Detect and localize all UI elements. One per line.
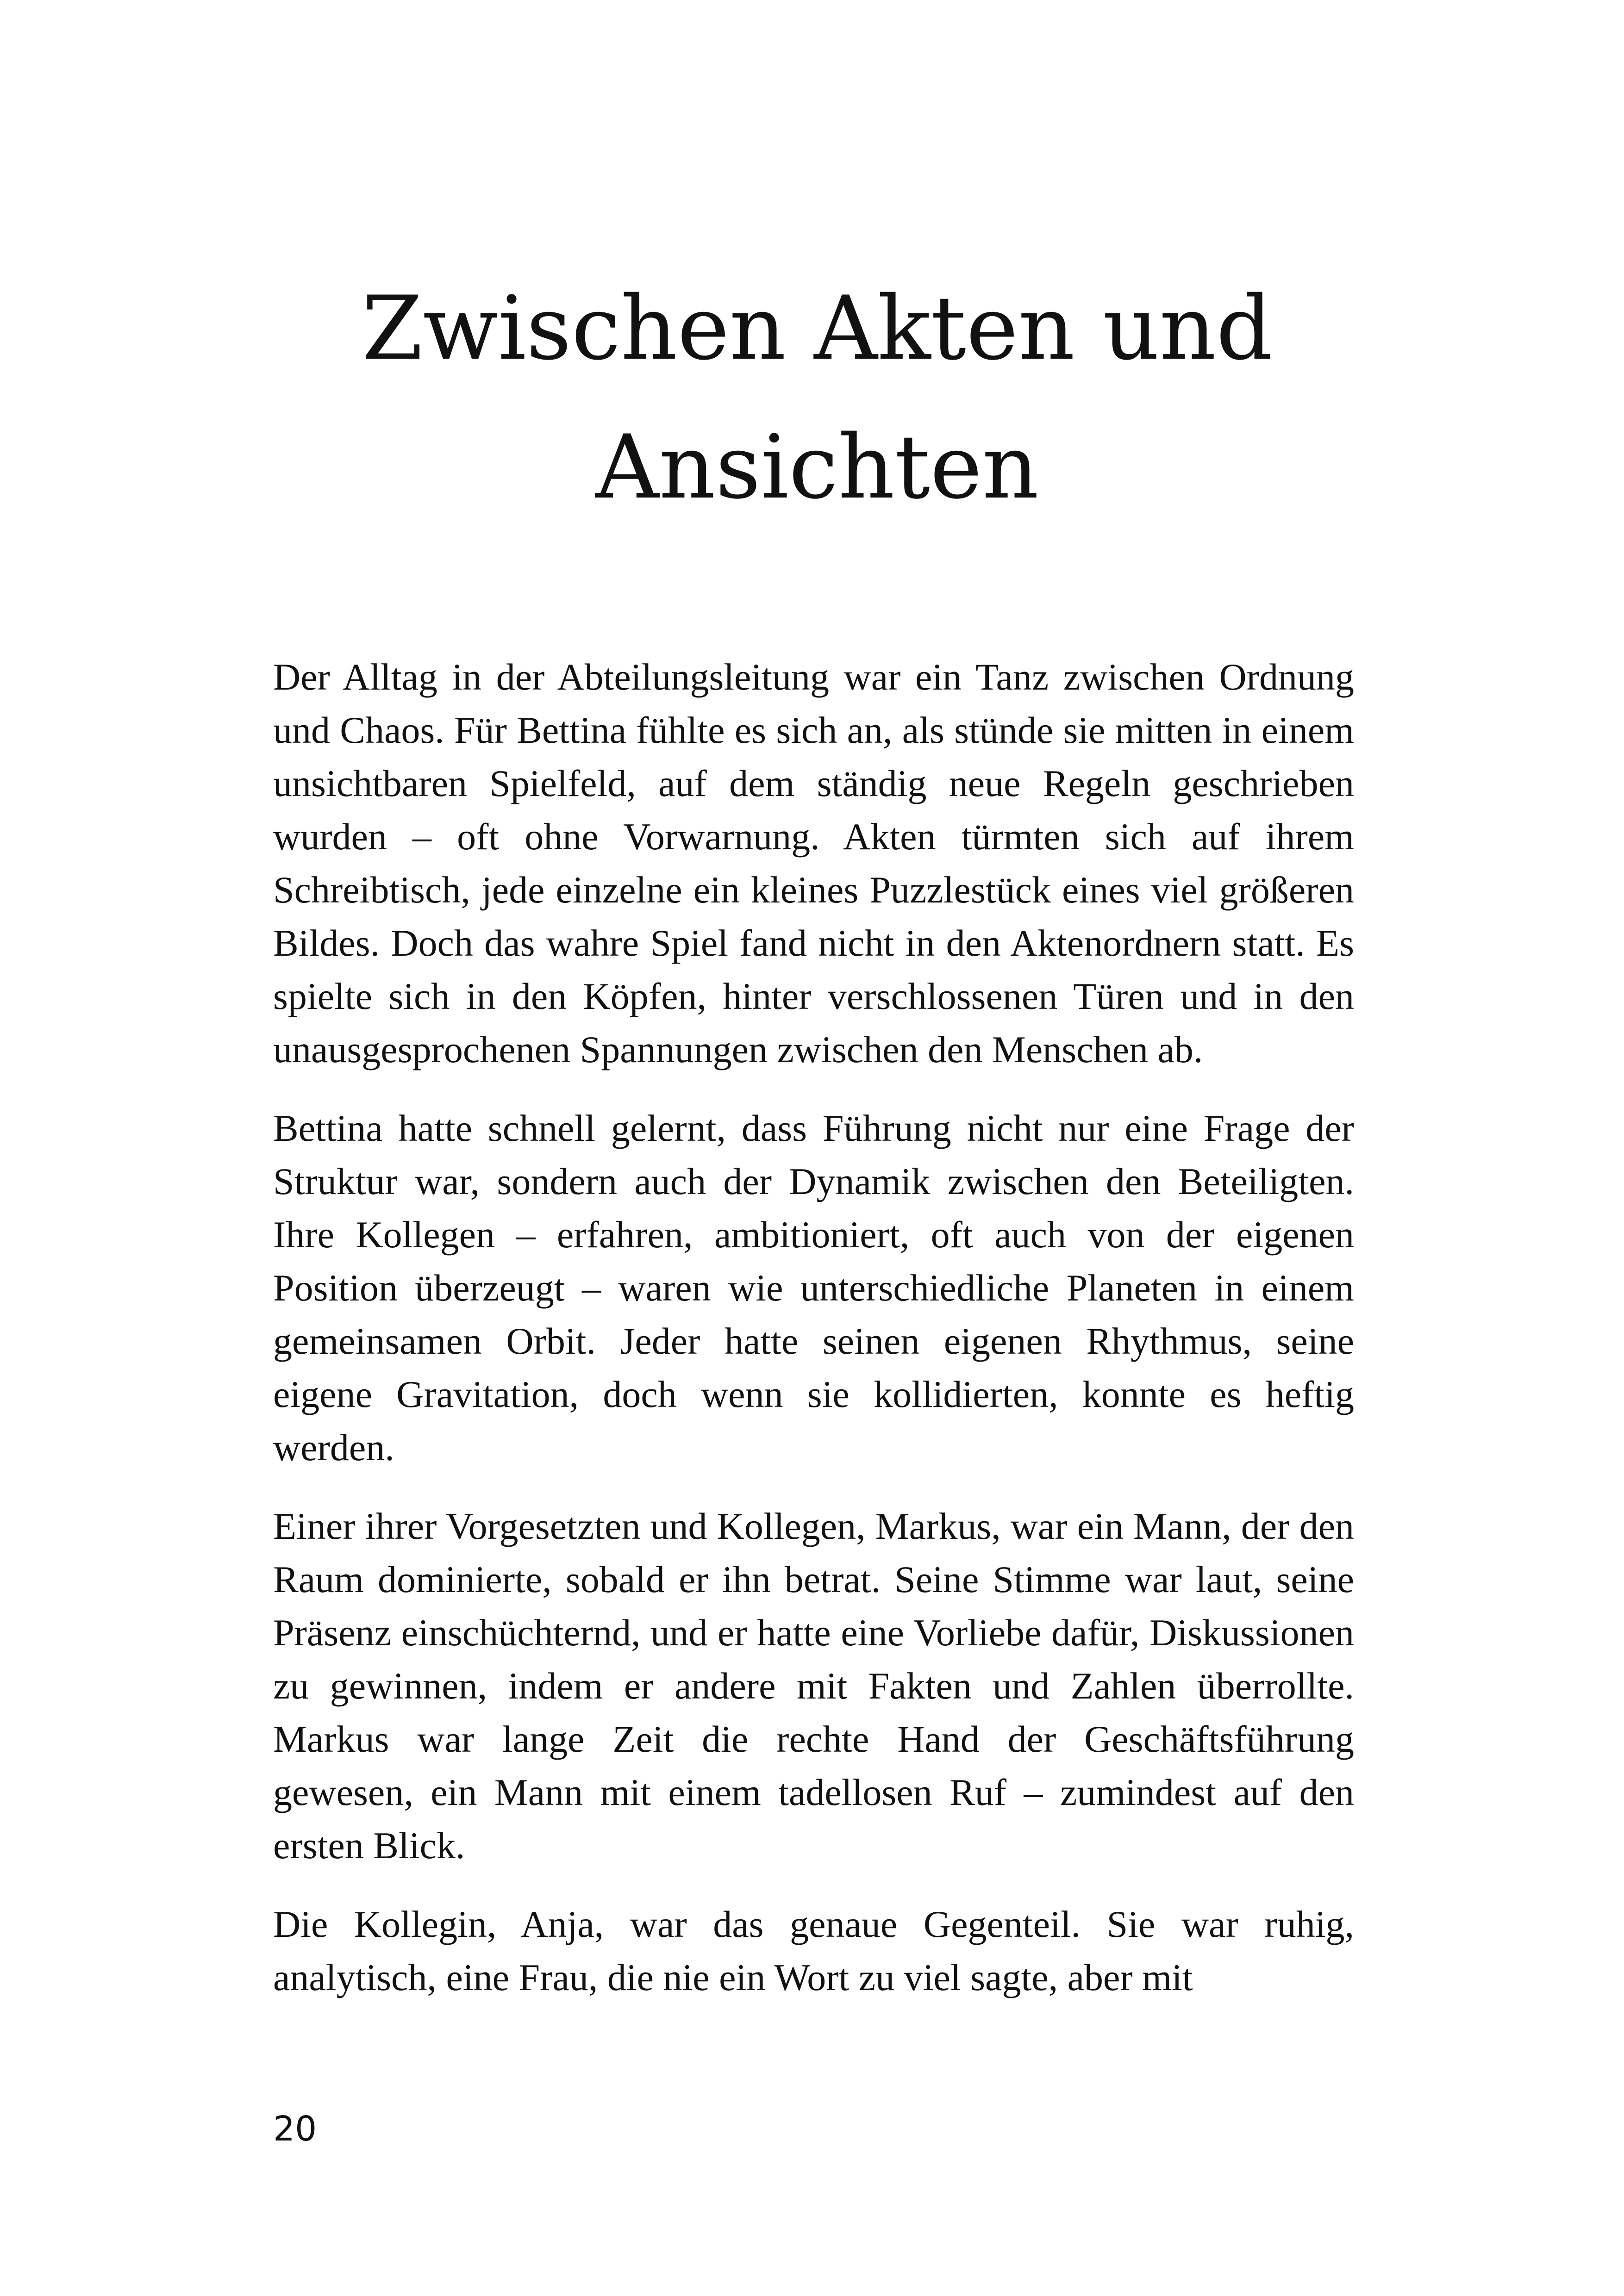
paragraph-3: Einer ihrer Vorgesetzten und Kollegen, Markus, war ein Mann, der den Raum dominierte, sobald er ihn betrat. Seine Stimme war laut, seine Präsenz einschüchternd, und er hatte eine Vorliebe dafür, Diskussionen zu gewinnen, indem er andere mit Fakten und Zahlen überrollte. Markus war lange Zeit die rechte Hand der Geschäftsführung gewesen, ein Mann mit einem tadellosen Ruf – zumindest auf den ersten Blick. — [273, 1505, 1354, 1867]
paragraph-1: Der Alltag in der Abteilungsleitung war ein Tanz zwischen Ordnung und Chaos. Für Bettina fühlte es sich an, als stünde sie mitten in einem unsichtbaren Spielfeld, auf dem ständig neue Regeln geschrieben wurden – oft ohne Vorwarnung. Akten türmten sich auf ihrem Schreibtisch, jede einzelne ein kleines Puzzlestück eines viel größeren Bildes. Doch das wahre Spiel fand nicht in den Aktenordnern statt. Es spielte sich in den Köpfen, hinter verschlossenen Türen und in den unausgesprochenen Spannungen zwischen den Menschen ab. — [273, 656, 1354, 1070]
chapter-title — [278, 259, 1356, 537]
paragraph-4: Die Kollegin, Anja, war das genaue Gegenteil. Sie war ruhig, analytisch, eine Frau, die nie ein Wort zu viel sagte, aber mit — [273, 1903, 1354, 1998]
paragraph-2: Bettina hatte schnell gelernt, dass Führung nicht nur eine Frage der Struktur war, sondern auch der Dynamik zwischen den Beteiligten. Ihre Kollegen – erfahren, ambitioniert, oft auch von der eigenen Position überzeugt – waren wie unterschiedliche Planeten in einem gemeinsamen Orbit. Jeder hatte seinen eigenen Rhythmus, seine eigene Gravitation, doch wenn sie kollidierten, konnte es heftig werden. — [273, 1107, 1354, 1468]
chapter-title-line-1: Zwischen Akten und — [362, 277, 1273, 380]
chapter-title-line-2: Ansichten — [595, 416, 1039, 518]
page-number: 20 — [273, 2109, 317, 2149]
chapter-body — [273, 650, 1354, 2029]
